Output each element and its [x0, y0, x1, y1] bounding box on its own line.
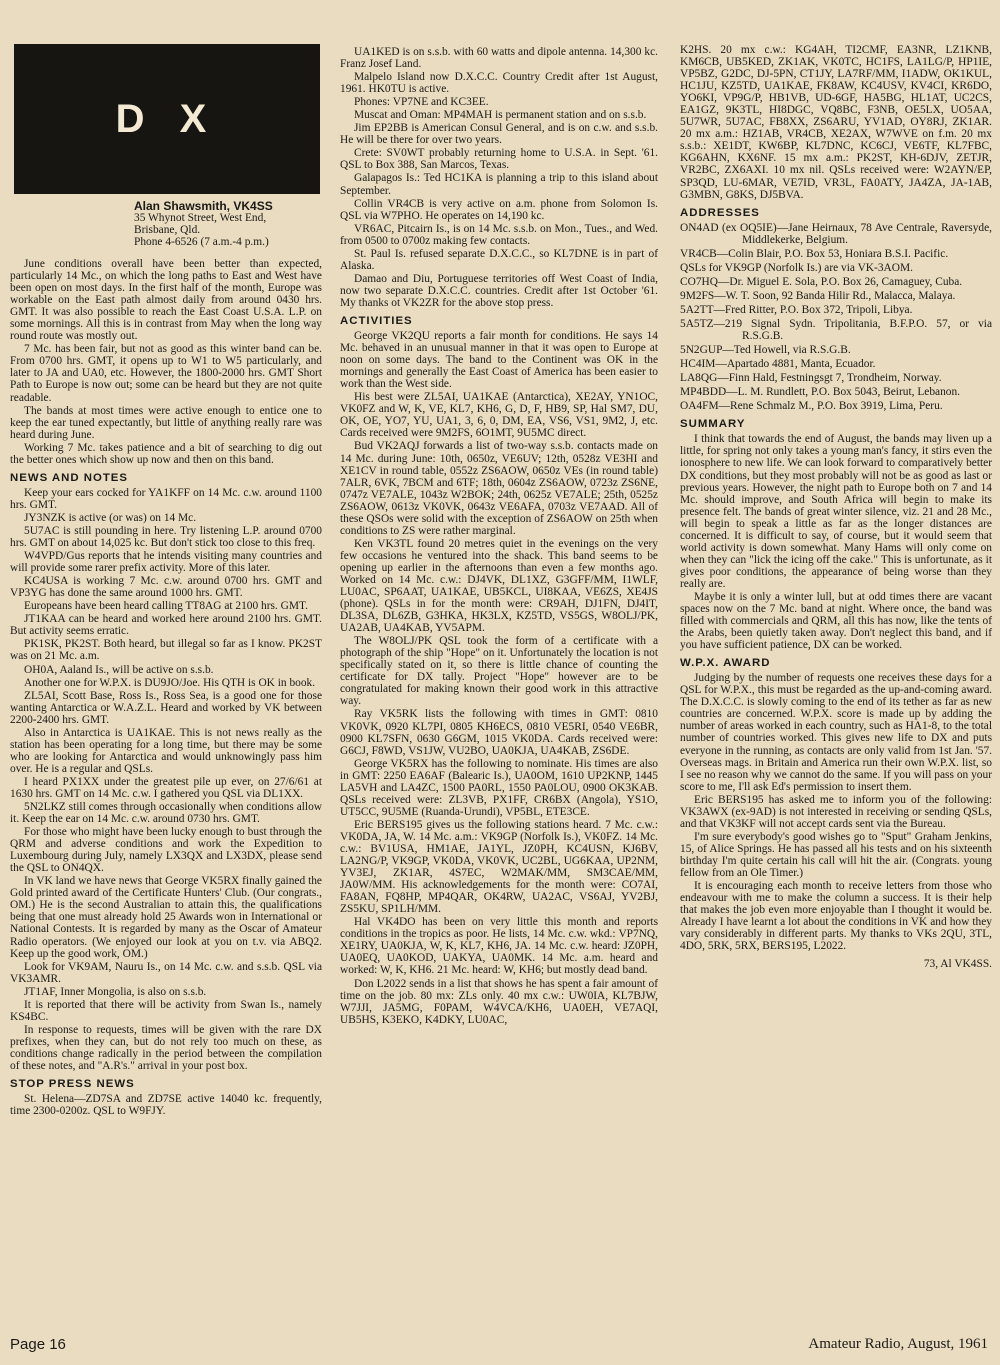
address-entry: ON4AD (ex OQ5IE)—Jane Heirnaux, 78 Ave Centrale, Raversyde, Middlekerke, Belgium. — [680, 221, 992, 246]
paragraph: Keep your ears cocked for YA1KFF on 14 Mc. c.w. around 1100 hrs. GMT. — [10, 486, 322, 511]
news-paragraphs — [10, 487, 322, 1072]
paragraph: Another one for W.P.X. is DU9JO/Joe. His QTH is OK in book. — [24, 676, 316, 689]
section-heading-addresses: ADDRESSES — [680, 206, 760, 219]
address-entry: MP4BDD—L. M. Rundlett, P.O. Box 5043, Beirut, Lebanon. — [680, 386, 961, 399]
paragraph: JT1AF, Inner Mongolia, is also on s.s.b. — [24, 985, 207, 998]
section-heading-news: NEWS AND NOTES — [10, 471, 128, 484]
paragraph: The bands at most times were active enough to entice one to keep the ear tuned expectantly, but little of anything really rare was heard during June. — [10, 404, 322, 441]
paragraph: Jim EP2BB is American Consul General, and is on c.w. and s.s.b. He will be there for over two years. — [340, 122, 658, 147]
paragraph: VR6AC, Pitcairn Is., is on 14 Mc. s.s.b. on Mon., Tues., and Wed. from 0500 to 0700z making few contacts. — [340, 222, 658, 247]
paragraph: Crete: SV0WT probably returning home to U.S.A. in Sept. '61. QSL to Box 388, San Marcos, Texas. — [340, 147, 658, 172]
address-entry: QSLs for VK9GP (Norfolk Is.) are via VK-3AOM. — [680, 261, 913, 274]
paragraph: Don L2022 sends in a list that shows he has spent a fair amount of time on the job. 80 mx: ZLs only. 40 mx c.w.: UW0IA, KL7BJW, W7JJI, JA5MG, F0PAM, W4VCA/KH6, UA0EH, VE7AQI, UB5HS, K3EKO, K4DKY, LU0AC, — [340, 977, 658, 1026]
paragraph: Hal VK4DO has been on very little this month and reports conditions in the tropics as poor. He lists, 14 Mc. c.w. wkd.: VP7NQ, XE1RY, UA0KJA, W, K, KL7, KH6, JA. 14 Mc. c.w. heard: JZ0PH, UA0EQ, UA0KOD, UAKYA, UA0MK. 14 Mc. a.m. heard and worked: W, K, KH6. 21 Mc. heard: W, KH6; but mostly dead band. — [340, 916, 658, 977]
paragraph: Eric BERS195 gives us the following stations heard. 7 Mc. c.w.: VK0DA, JA, W. 14 Mc. a.m.: VK9GP (Norfolk Is.), VK0FZ. 14 Mc. c.w.: BV1USA, HM1AE, JA1YL, JZ0PH, KC4USN, KJ6BV, LA2NG/P, VK9GP, VK0DA, VK0VK, UC2BL, UG6KAA, UP2NM, YV3EJ, ZK1AR, 4S7EC, W2MAK/MM, SM3CAE/MM, JA0W/MM. His acknowledgements for the month were: CO7AI, FA8AN, FQ8HP, MP4QAR, OK4RW, UA2AC, VS6AJ, YV2BJ, ZS5KU, SP1LH/MM. — [340, 818, 658, 916]
paragraph: UA1KED is on s.s.b. with 60 watts and dipole antenna. 14,300 kc. Franz Josef Land. — [340, 46, 658, 71]
paragraph: 5U7AC is still pounding in here. Try listening L.P. around 0700 hrs. GMT on about 14,025 kc. But don't stick too close to this freq. — [10, 524, 322, 550]
paragraph: JY3NZK is active (or was) on 14 Mc. — [24, 511, 197, 524]
paragraph: Eric BERS195 has asked me to inform you of the following: VK3AWX (ex-9AD) is not interested in receiving or sending QSLs, and that VK3KF will not accept cards sent via the Bureau. — [680, 793, 992, 830]
paragraph: Look for VK9AM, Nauru Is., on 14 Mc. c.w. and s.s.b. QSL via VK3AMR. — [10, 960, 322, 985]
address-entry: LA8QG—Finn Hald, Festningsgt 7, Trondheim, Norway. — [680, 372, 942, 385]
paragraph: His best were ZL5AI, UA1KAE (Antarctica), XE2AY, YN1OC, VK0FZ and W, K, VE, KL7, KH6, G, D, F, HB9, SP, Hal SM7, DU, OK, OE, YO7, YU, UA1, 3, 6, 0, DM, EA, VS6, VS1, 9M2, J, etc. Cards received were 9M2FS, 6O1MT, 9U5MC direct. — [340, 391, 658, 440]
paragraph: I think that towards the end of August, the bands may liven up a little, for spring not only takes a young man's fancy, it stirs even the ionosphere to new life. We can look forward to comparatively better DX conditions, but they most probably will not be as good as last or previous years. However, the night path to Europe both on 7 and 14 Mc. should improve, and South Africa will begin to make its presence felt. The bands of great winter silence, viz. 21 and 28 Mc., will begin to speak a little as far as the longer distances are concerned. It is difficult to say, of course, but it would seem that world activity is down somewhat. Many Hams will only come on when they can "lick the icing off the cake." This is unfortunate, as it gives poor conditions, the appearance of being worse than they really are. — [680, 433, 992, 590]
paragraph: KC4USA is working 7 Mc. c.w. around 0700 hrs. GMT and VP3YG has done the same around 1000 hrs. GMT. — [10, 575, 322, 600]
paragraph: It is encouraging each month to receive letters from those who endeavour with me to make the column a success. It is their help that makes the job even more enjoyable than I thought it would be. Already I have learnt a lot about the conditions in VK and how they vary considerably in different parts. My thanks to VKs 2QU, 3TL, 4DO, 5RK, 5RX, BERS195, L2022. — [680, 880, 992, 953]
section-heading-activities: ACTIVITIES — [340, 314, 413, 327]
paragraph: Ken VK3TL found 20 metres quiet in the evenings on the very few occasions he ventured into the shack. This band seems to be opening up earlier in the afternoons than even a few months ago. Worked on 14 Mc. c.w.: DJ4VK, DL1XZ, G3GFF/MM, I1WLF, LU0AC, SP6AAT, UA1KAE, UB5KCL, UI8KAA, VE6ZS, XE4JS (phone). QSLs in for the month were: CR9AH, DJ1FN, DJ4IT, DL3SA, DL6ZB, G3HKA, HK3LX, KZ5TD, VS5GS, W8OLJ/PK, UA2AB, UA4KAB, YV5APM. — [340, 537, 658, 635]
paragraph: Muscat and Oman: MP4MAH is permanent station and on s.s.b. — [354, 109, 647, 122]
paragraph: W4VPD/Gus reports that he intends visiting many countries and will provide some rarer prefix activity. More of this later. — [10, 550, 322, 575]
address-list — [680, 222, 992, 413]
paragraph: 7 Mc. has been fair, but not as good as this winter band can be. From 0700 hrs. GMT, it opens up to W1 to W5 particularly, and later to JA and UA0, etc. However, the 1800-2000 hrs. GMT Short Path to Europe is now out; some can be heard but they are not quite readable. — [10, 343, 322, 404]
author-address-line2: Brisbane, Qld. — [134, 224, 201, 236]
paragraph: Phones: VP7NE and KC3EE. — [354, 96, 489, 109]
paragraph: In response to requests, times will be given with the rare DX prefixes, when they can, but do not rely too much on these, as conditions change radically in the period between the compilation of these notes, and "A.R's." arrival in your post box. — [10, 1023, 322, 1072]
paragraph: Bud VK2AQJ forwards a list of two-way s.s.b. contacts made on 14 Mc. during June: 10th, 0650z, VE6UV; 12th, 0528z VE3HI and XE1CV in round table, 0552z ZS6AOW, 0650z VEs (in round table) 7ALR, 6VK, 7BCM and 6TF; 18th, 0604z ZS6AOW, 0723z ZS6NE, 0747z VE7ALE, 1043z W2BOK; 24th, 0625z VE7ALE; 25th, 0525z ZS6AOW, 0613z VK0VK, 0643z VE6AFA, 0703z VE7AAD. All of these QSOs were solid with the exception of ZS6AOW on 25th when conditions to ZS were rather marginal. — [340, 440, 658, 537]
paragraph: George VK2QU reports a fair month for conditions. He says 14 Mc. behaved in an unusual manner in that it was open to Europe at noon on some days. The band to the Continent was OK in the mornings and generally the East Coast of America has been easier to work than the West side. — [340, 330, 658, 391]
author-phone: Phone 4-6526 (7 a.m.-4 p.m.) — [134, 236, 269, 248]
page-number: Page 16 — [10, 1336, 66, 1353]
paragraph: Collin VR4CB is very active on a.m. phone from Solomon Is. QSL via W7PHO. He operates on 14,190 kc. — [340, 197, 658, 222]
dx-title-box — [14, 44, 320, 194]
author-address-line1: 35 Whynot Street, West End, — [134, 212, 267, 224]
address-entry: 5N2GUP—Ted Howell, via R.S.G.B. — [680, 344, 851, 357]
address-entry: 9M2FS—W. T. Soon, 92 Banda Hilir Rd., Malacca, Malaya. — [680, 289, 956, 302]
signature-line: 73, Al VK4SS. — [923, 958, 992, 971]
stop-press-continued — [340, 46, 658, 309]
address-entry: 5A5TZ—219 Signal Sydn. Tripolitania, B.F.P.O. 57, or via R.S.G.B. — [680, 317, 992, 343]
paragraph: Galapagos Is.: Ted HC1KA is planning a trip to this island about September. — [340, 172, 658, 197]
paragraph: OH0A, Aaland Is., will be active on s.s.b. — [24, 663, 214, 676]
address-entry: VR4CB—Colin Blair, P.O. Box 53, Honiara B.S.I. Pacific. — [680, 247, 949, 260]
paragraph: St. Paul Is. refused separate D.X.C.C., so KL7DNE is in part of Alaska. — [340, 247, 658, 272]
paragraph: George VK5RX has the following to nominate. His times are also in GMT: 2250 EA6AF (Balearic Is.), UA0OM, 1610 UP2KNP, 1445 LA5VH and LA4ZC, 1500 PA0RL, 1550 PA0LOU, 0900 OK3KAB. QSLs received were: ZL3VB, PX1FF, CR6BX (Angola), YS1O, UT5CC, 9U5ME (Ruanda-Urundi), VP5BL, ETE3CE. — [340, 757, 658, 818]
paragraph: June conditions overall have been better than expected, particularly 14 Mc., on which the long paths to East and West have been open on most days. In the first half of the month, Europe was workable on the East path almost daily from around 0430 hrs. GMT. It was also possible to reach the East Coast U.S.A. L.P. on some mornings. All this is in contrast from May when the long way round route was mostly out. — [10, 258, 322, 343]
paragraph: Damao and Diu, Portuguese territories off West Coast of India, now two separate D.X.C.C. countries. Credit after 1st October '61. My thanks ot VK2ZR for the above stop press. — [340, 272, 658, 309]
paragraph: Europeans have been heard calling TT8AG at 2100 hrs. GMT. — [24, 600, 308, 613]
paragraph: ZL5AI, Scott Base, Ross Is., Ross Sea, is a good one for those wanting Antarctica or W.A.Z.L. Heard and worked by VK between 2200-2400 hrs. GMT. — [10, 689, 322, 726]
paragraph: St. Helena—ZD7SA and ZD7SE active 14040 kc. frequently, time 2300-0200z. QSL to W9FJY. — [10, 1093, 322, 1118]
address-entry: HC4IM—Apartado 4881, Manta, Ecuador. — [680, 358, 876, 371]
section-heading-summary: SUMMARY — [680, 418, 746, 431]
paragraph: For those who might have been lucky enough to bust through the QRM and adverse conditions and work the Expedition to Luxembourg during July, namely LX3QX and LX3DX, please send the QSL to ON4QX. — [10, 826, 322, 875]
author-block — [134, 200, 322, 248]
paragraph: I heard PX1XX under the greatest pile up ever, on 27/6/61 at 1630 hrs. GMT on 14 Mc. c.w. I gathered you QSL via DL1XX. — [10, 775, 322, 800]
author-name: Alan Shawsmith, VK4SS — [134, 199, 273, 213]
paragraph: The W8OLJ/PK QSL took the form of a certificate with a photograph of the ship "Hope" on it. Unfortunately the location is not specifically stated on it, so there is little chance of counting the certificate for DX tally. Project "Hope" however are to be congratulated for making known their good work in this attractive way. — [340, 635, 658, 708]
column-2 — [340, 46, 658, 1027]
paragraph: JT1KAA can be heard and worked here around 2100 hrs. GMT. But activity seems erratic. — [10, 613, 322, 638]
paragraph: K2HS. 20 mx c.w.: KG4AH, TI2CMF, EA3NR, LZ1KNB, KM6CB, UB5KED, ZK1AK, VK0TC, HC1FS, LA1LG/P, HP1IE, VP5BZ, G2DC, DJ-5PN, CT1JY, LA7RF/MM, I1ADW, OK1KUL, HC1JU, KZ5TD, UA1KAE, FK8AW, KC4USV, KV4CI, KR6DO, YO6KI, VP9G/P, HB1VB, UD-6GF, HA5BG, HL1AT, UC2CS, EA1GZ, 9K3TL, HI8DGC, VQ8BC, F3NB, OE5LX, UO5AA, 5U7WR, 5U7AC, FB8XX, ZS6ARU, YV1AD, OY8RJ, ZK1AR. 20 mx a.m.: HZ1AB, VR4CB, XE2AX, W7WVE on f.m. 20 mx s.s.b.: XE1DT, KW6BP, KL7DNC, KC6CJ, VE6TF, KL7FBC, KG6AHN, KX6NF. 15 mx a.m.: PK2ST, KH-6DJV, ZETJR, VR2BC, ZX6AXI. 10 mx nil. QSLs received were: W2AYN/EP, SP3QD, LU-6MAR, VE7ID, VR3L, FA0ATY, JA4ZA, JA-1AB, G3MBN, G8KS, DJ5BVA. — [680, 44, 992, 201]
intro-paragraphs — [10, 258, 322, 466]
paragraph: 5N2LKZ still comes through occasionally when conditions allow it. Keep the ear on 14 Mc. c.w. around 0730 hrs. GMT. — [10, 801, 322, 826]
address-entry: 5A2TT—Fred Ritter, P.O. Box 372, Tripoli, Libya. — [680, 303, 913, 316]
address-entry: CO7HQ—Dr. Miguel E. Sola, P.O. Box 26, Camaguey, Cuba. — [680, 275, 963, 288]
paragraph: Also in Antarctica is UA1KAE. This is not news really as the station has been operating for a long time, but there may be some who are looking for Antarctica and would unknowingly pass him over. He is a regular and QSLs. — [10, 726, 322, 775]
column-3 — [680, 44, 992, 970]
dx-title: D X — [115, 96, 219, 141]
paragraph: Malpelo Island now D.X.C.C. Country Credit after 1st August, 1961. HK0TU is active. — [340, 71, 658, 96]
paragraph: Working 7 Mc. takes patience and a bit of searching to dig out the better ones which show up now and then on this band. — [10, 441, 322, 466]
paragraph: It is reported that there will be activity from Swan Is., namely KS4BC. — [10, 998, 322, 1023]
paragraph: I'm sure everybody's good wishes go to "Sput" Graham Jenkins, 15, of Alice Springs. He has passed all his tests and on his sixteenth birthday I'm quite certain his call will hit the air. (Congrats. young fellow from an Ole Timer.) — [680, 830, 992, 879]
section-heading-wpx-award: W.P.X. AWARD — [680, 657, 771, 670]
address-entry: OA4FM—Rene Schmalz M., P.O. Box 3919, Lima, Peru. — [680, 400, 943, 413]
paragraph: PK1SK, PK2ST. Both heard, but illegal so far as I know. PK2ST was on 21 Mc. a.m. — [10, 638, 322, 663]
paragraph: In VK land we have news that George VK5RX finally gained the Gold printed award of the Certificate Hunters' Club. (Our congrats., OM.) He is the second Australian to attain this, the qualifications being that one must already hold 25 Awards won in International or National Contests. It is regarded by many as the Oscar of Amateur Radio operators. (We enjoyed our look at you on t.v. via ABQ2. Keep up the good work, OM.) — [10, 875, 322, 960]
magazine-issue: Amateur Radio, August, 1961 — [808, 1336, 988, 1352]
paragraph: Judging by the number of requests one receives these days for a QSL for W.P.X., this must be regarded as the up-and-coming award. The D.X.C.C. is slowly coming to the end of its tether as far as new countries are concerned. W.P.X. score is made up by adding the number of areas worked in each country, such as HA1-8, to the total number of countries worked. This gives new life to DX and puts everyone in the running, as contacts are only valid from 1st Jan. '57. Overseas mags. in Britain and America run their own W.P.X. list, so I see no reason why we cannot do the same. If you will pass on your score to me, I'll ask Ed's permission to insert them. — [680, 672, 992, 793]
activities-paragraphs — [340, 330, 658, 1026]
paragraph: Ray VK5RK lists the following with times in GMT: 0810 VK0VK, 0920 KL7PI, 0805 KH6ECS, 0810 VE5RI, 0540 VE6BR, 0900 KL7SFN, 0630 G6GM, 1015 VK0DA. Cards received were: G6CJ, F8WD, VS1JW, VU2BO, UA0KJA, UA4KAB, ZS6DE. — [340, 708, 658, 757]
paragraph: Maybe it is only a winter lull, but at odd times there are vacant spaces now on the 7 Mc. band at night. Where once, the band was filled with commercials and QRM, all this has now, like the tents of the Arabs, been quietly taken away. Don't neglect this band, and if you have sufficient patience, DX can be worked. — [680, 590, 992, 652]
column-1 — [10, 44, 322, 1118]
section-heading-stop-press: STOP PRESS NEWS — [10, 1078, 135, 1091]
